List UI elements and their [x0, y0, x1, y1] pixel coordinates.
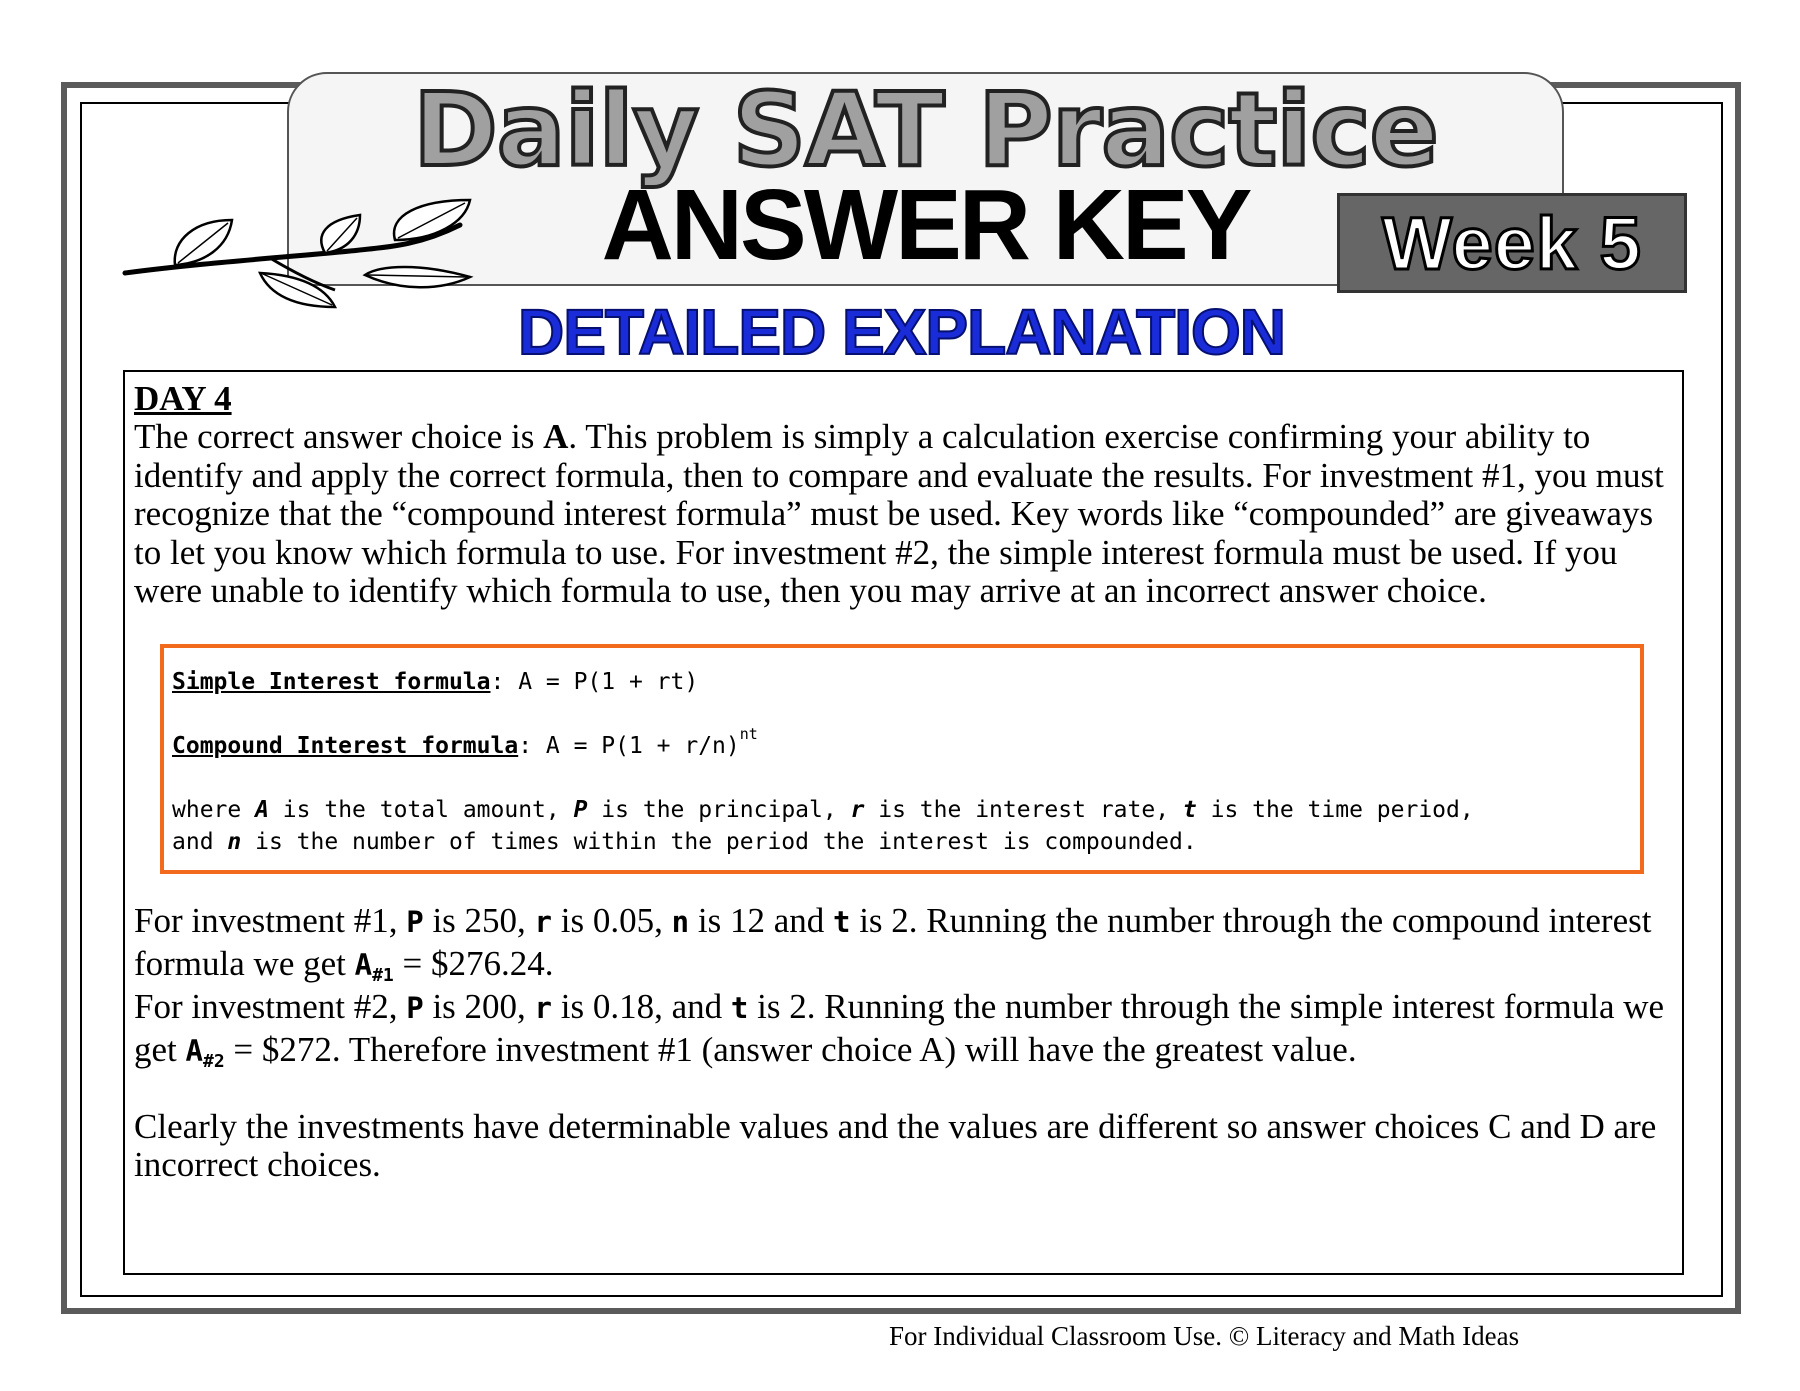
- inv2-subscript: #2: [202, 1050, 225, 1072]
- inv1-var-p: P: [406, 904, 424, 939]
- where-text: and: [172, 828, 228, 855]
- inv1-text: is 2. Running the number through the compound interest formula we get: [134, 900, 1652, 983]
- inv1-text: is 0.05,: [552, 900, 672, 940]
- inv1-text: For investment #1,: [134, 900, 407, 940]
- inv2-text: For investment #2,: [134, 986, 407, 1026]
- where-text: is the number of times within the period the interest is compounded.: [241, 828, 1197, 855]
- formula-box: [160, 644, 1644, 874]
- inv1-var-n: n: [671, 904, 690, 939]
- week-badge: [1337, 193, 1687, 293]
- investment-1-paragraph: [134, 900, 1672, 986]
- var-a: A: [255, 796, 269, 823]
- investment-2-paragraph: [134, 986, 1672, 1072]
- answer-key-heading: ANSWER KEY: [601, 169, 1250, 281]
- inv2-var-t: t: [730, 990, 749, 1025]
- compound-interest-formula: [172, 724, 1640, 762]
- inv2-result-var: [185, 1033, 225, 1072]
- inv1-result: = $276.24.: [393, 943, 554, 983]
- inv1-subscript: #1: [372, 964, 394, 986]
- section-heading: DETAILED EXPLANATION: [518, 296, 1285, 368]
- inv2-var-r: r: [534, 990, 553, 1025]
- var-t: t: [1182, 796, 1197, 823]
- inv1-result-var: [354, 947, 394, 986]
- inv2-text: is 2. Running the number through the simple interest formula we get: [134, 986, 1665, 1069]
- inv1-var-a: A: [354, 947, 373, 982]
- var-p: P: [573, 796, 588, 823]
- compound-interest-label: Compound Interest formula: [172, 732, 519, 759]
- conclusion-paragraph: Clearly the investments have determinable values and the values are different so answer choices C and D are incorrect choices.: [134, 1106, 1657, 1184]
- inv1-var-r: r: [534, 904, 553, 939]
- intro-paragraph: [134, 418, 1672, 611]
- investment-calculations: [134, 900, 1672, 1072]
- intro-text-start: The correct answer choice is: [134, 417, 544, 456]
- where-text: is the time period,: [1196, 796, 1474, 823]
- inv2-result: = $272. Therefore investment #1 (answer choice A) will have the greatest value.: [224, 1029, 1357, 1069]
- variable-definitions-line-1: [172, 794, 1640, 826]
- inv2-var-a: A: [185, 1033, 203, 1068]
- intro-text-rest: . This problem is simply a calculation exercise confirming your ability to identify and apply the correct formula, then to compare and evaluate the results. For investment #1, you must recognize that the “compound interest formula” must be used. Key words like “compounded” are giveaways to let you know which formula to use. For investment #2, the simple interest formula must be used. If you were unable to identify which formula to use, then you may arrive at an incorrect answer choice.: [134, 417, 1664, 610]
- inv2-text: is 200,: [423, 986, 535, 1026]
- where-text: is the interest rate,: [864, 796, 1183, 823]
- answer-letter: A: [543, 417, 569, 456]
- where-text: where: [172, 796, 256, 823]
- day-heading: DAY 4: [134, 379, 232, 418]
- inv1-text: is 250,: [423, 900, 535, 940]
- simple-interest-expression: : A = P(1 + rt): [490, 668, 699, 695]
- page-title: Daily SAT Practice: [413, 71, 1438, 190]
- copyright-footer: For Individual Classroom Use. © Literacy and Math Ideas: [889, 1321, 1520, 1351]
- week-badge-label: Week 5: [1382, 201, 1642, 285]
- simple-interest-formula: [172, 666, 1640, 698]
- compound-interest-expression: : A = P(1 + r/n): [518, 732, 740, 759]
- inv1-text: is 12 and: [689, 900, 833, 940]
- explanation-box: [123, 370, 1684, 1275]
- var-n: n: [227, 828, 242, 855]
- where-text: is the principal,: [587, 796, 851, 823]
- var-r: r: [850, 796, 865, 823]
- simple-interest-label: Simple Interest formula: [172, 668, 491, 695]
- inv2-var-p: P: [406, 990, 424, 1025]
- variable-definitions-line-2: [172, 826, 1640, 858]
- inv1-var-t: t: [832, 904, 851, 939]
- where-text: is the total amount,: [268, 796, 574, 823]
- inv2-text: is 0.18, and: [552, 986, 731, 1026]
- compound-exponent: nt: [739, 724, 758, 743]
